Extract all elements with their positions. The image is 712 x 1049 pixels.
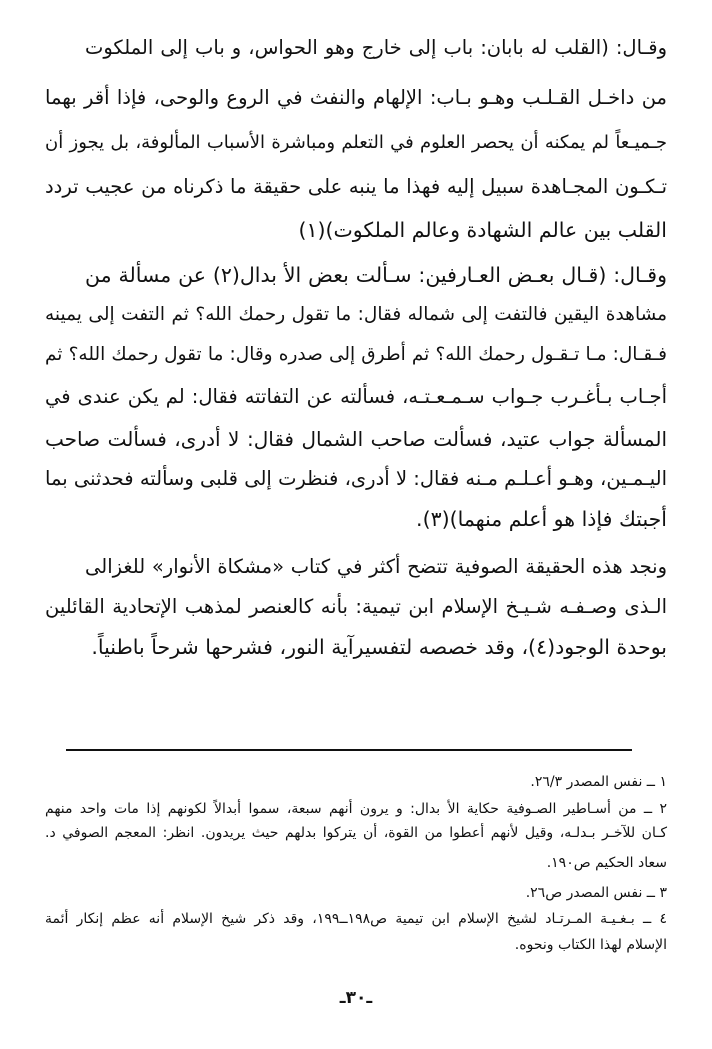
paragraph-2-line-4: أجـاب بـأغـرب جـواب سـمـعـتـه، فسألته عن التفاتته فقال: لم يكن عندى في bbox=[45, 385, 667, 408]
paragraph-1-line-2: من داخـل القـلـب وهـو بـاب: الإلهام والنفث في الروع والوحى، فإذا أقر بهما bbox=[45, 86, 667, 109]
footnote-4-line-1: ٤ ــ بـغـيـة المـرتـاد لشيخ الإسلام ابن تيمية ص١٩٨ــ١٩٩، وقد ذكر شيخ الإسلام أنه عظم إنكار أئمة bbox=[45, 911, 667, 927]
footnote-2-line-3: سعاد الحكيم ص١٩٠. bbox=[546, 855, 667, 871]
footnote-1: ١ ــ نفس المصدر ٢٦/٣. bbox=[530, 774, 667, 790]
footnote-separator bbox=[66, 749, 632, 751]
paragraph-3-line-1: ونجد هذه الحقيقة الصوفية تتضح أكثر في كتاب «مشكاة الأنوار» للغزالى bbox=[85, 555, 667, 578]
footnote-2-line-2: كـان للآخـر بـدلـه، وقيل لأنهم أعطوا من القوة، أن يتركوا بدلهم حيث يريدون. انظر: المعجم الصوفي د. bbox=[45, 825, 667, 841]
paragraph-2-line-6: اليـمـين، وهـو أعـلـم مـنه فقال: لا أدرى، فنظرت إلى قلبى وسألته فحدثنى بما bbox=[45, 467, 667, 490]
paragraph-2-line-7: أجبتك فإذا هو أعلم منهما)(٣). bbox=[416, 507, 667, 531]
paragraph-1-line-1: وقـال: (القلب له بابان: باب إلى خارج وهو الحواس، و باب إلى الملكوت bbox=[85, 36, 667, 59]
paragraph-3-line-2: الـذى وصـفـه شـيـخ الإسلام ابن تيمية: بأنه كالعنصر لمذهب الإتحادية القائلين bbox=[45, 595, 667, 618]
footnote-4-line-2: الإسلام لهذا الكتاب ونحوه. bbox=[514, 937, 667, 953]
paragraph-1-line-3: جـميـعاً لم يمكنه أن يحصر العلوم في التعلم ومباشرة الأسباب المألوفة، بل يجوز أن bbox=[45, 132, 667, 153]
paragraph-2-line-5: المسألة جواب عتيد، فسألت صاحب الشمال فقال: لا أدرى، فسألت صاحب bbox=[45, 427, 667, 451]
paragraph-1-line-4: تـكـون المجـاهدة سبيل إليه فهذا ما ينبه على حقيقة ما ذكرناه من عجيب تردد bbox=[45, 175, 667, 198]
paragraph-2-line-2: مشاهدة اليقين فالتفت إلى شماله فقال: ما تقول رحمك الله؟ ثم التفت إلى يمينه bbox=[45, 304, 667, 325]
paragraph-2-line-3: فـقـال: مـا تـقـول رحمك الله؟ ثم أطرق إلى صدره وقال: ما تقول رحمك الله؟ ثم bbox=[45, 344, 667, 365]
paragraph-1-line-5: القلب بين عالم الشهادة وعالم الملكوت)(١) bbox=[298, 218, 667, 242]
footnote-3: ٣ ــ نفس المصدر ص٢٦. bbox=[525, 885, 667, 901]
paragraph-3-line-3: بوحدة الوجود(٤)، وقد خصصه لتفسيرآية النور، فشرحها شرحاً باطنياً. bbox=[91, 635, 667, 659]
page-number: ـ٣٠ـ bbox=[339, 988, 373, 1008]
footnote-2-line-1: ٢ ــ من أسـاطير الصـوفية حكاية الأ بدال: و يرون أنهم سبعة، سموا أبدالاً لكونهم إذا مات واحد منهم bbox=[45, 801, 667, 817]
paragraph-2-line-1: وقـال: (قـال بعـض العـارفين: سـألت بعض الأ بدال(٢) عن مسألة من bbox=[85, 263, 667, 287]
